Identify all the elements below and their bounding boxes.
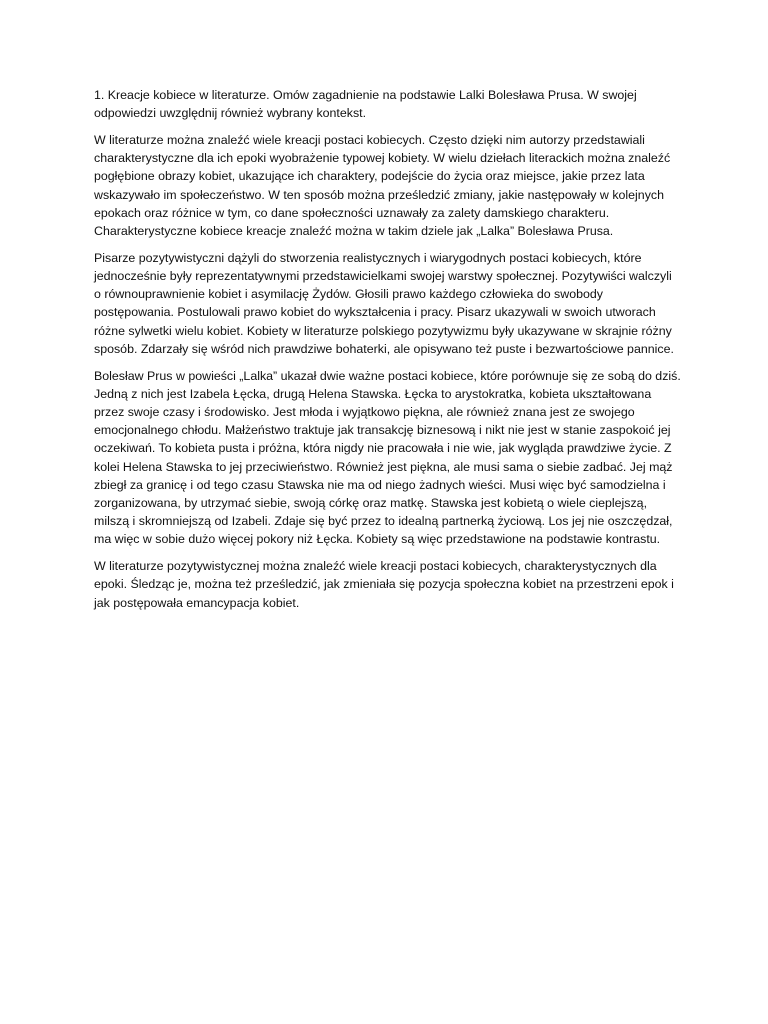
paragraph-lalka-characters: Bolesław Prus w powieści „Lalka” ukazał dwie ważne postaci kobiece, które porównuje się ze sobą do dziś. Jedną z nich jest Izabela Łęcka, drugą Helena Stawska. Łęcka to arystokratka, kobieta ukształtowana przez swoje czasy i środowisko. Jest młoda i wyjątkowo piękna, ale również znana jest ze swojego emocjonalnego chłodu. Małżeństwo traktuje jak transakcję biznesową i nikt nie jest w stanie zaspokoić jej oczekiwań. To kobieta pusta i próżna, która nigdy nie pracowała i nie wie, jak wygląda prawdziwe życie. Z kolei Helena Stawska to jej przeciwieństwo. Również jest piękna, ale musi sama o siebie zadbać. Jej mąż zbiegł za granicę i od tego czasu Stawska nie ma od niego żadnych wieści. Musi więc być samodzielna i zorganizowana, by utrzymać siebie, swoją córkę oraz matkę. Stawska jest kobietą o wiele cieplejszą, milszą i skromniejszą od Izabeli. Zdaje się być przez to idealną partnerką życiową. Los jej nie oszczędzał, ma więc w sobie dużo więcej pokory niż Łęcka. Kobiety są więc przedstawione na podstawie kontrastu. [94, 368, 681, 547]
paragraph-intro: W literaturze można znaleźć wiele kreacji postaci kobiecych. Często dzięki nim autorzy przedstawiali charakterystyczne dla ich epoki wyobrażenie typowej kobiety. W wielu dziełach literackich można znaleźć pogłębione obrazy kobiet, ukazujące ich charaktery, podejście do życia oraz miejsce, jakie przez lata wskazywało im społeczeństwo. W ten sposób można prześledzić zmiany, jakie następowały w kolejnych epokach oraz różnice w tym, co dane społeczności uznawały za zalety damskiego charakteru. Charakterystyczne kobiece kreacje znaleźć można w takim dziele jak „Lalka” Bolesława Prusa. [94, 133, 671, 239]
paragraph-conclusion: W literaturze pozytywistycznej można znaleźć wiele kreacji postaci kobiecych, charakterystycznych dla epoki. Śledząc je, można też prześledzić, jak zmieniała się pozycja społeczna kobiet na przestrzeni epok i jak postępowała emancypacja kobiet. [94, 559, 674, 610]
question-heading: 1. Kreacje kobiece w literaturze. Omów zagadnienie na podstawie Lalki Bolesława Prusa. W swojej odpowiedzi uwzględnij również wybrany kontekst. [94, 88, 637, 121]
document-page [94, 86, 682, 620]
paragraph-positivists: Pisarze pozytywistyczni dążyli do stworzenia realistycznych i wiarygodnych postaci kobiecych, które jednocześnie były reprezentatywnymi przedstawicielkami swojej warstwy społecznej. Pozytywiści walczyli o równouprawnienie kobiet i asymilację Żydów. Głosili prawo każdego człowieka do swobody postępowania. Postulowali prawo kobiet do wykształcenia i pracy. Pisarz ukazywali w swoich utworach różne sylwetki wielu kobiet. Kobiety w literaturze polskiego pozytywizmu były ukazywane w skrajnie różny sposób. Zdarzały się wśród nich prawdziwe bohaterki, ale opisywano też puste i bezwartościowe pannice. [94, 250, 674, 356]
